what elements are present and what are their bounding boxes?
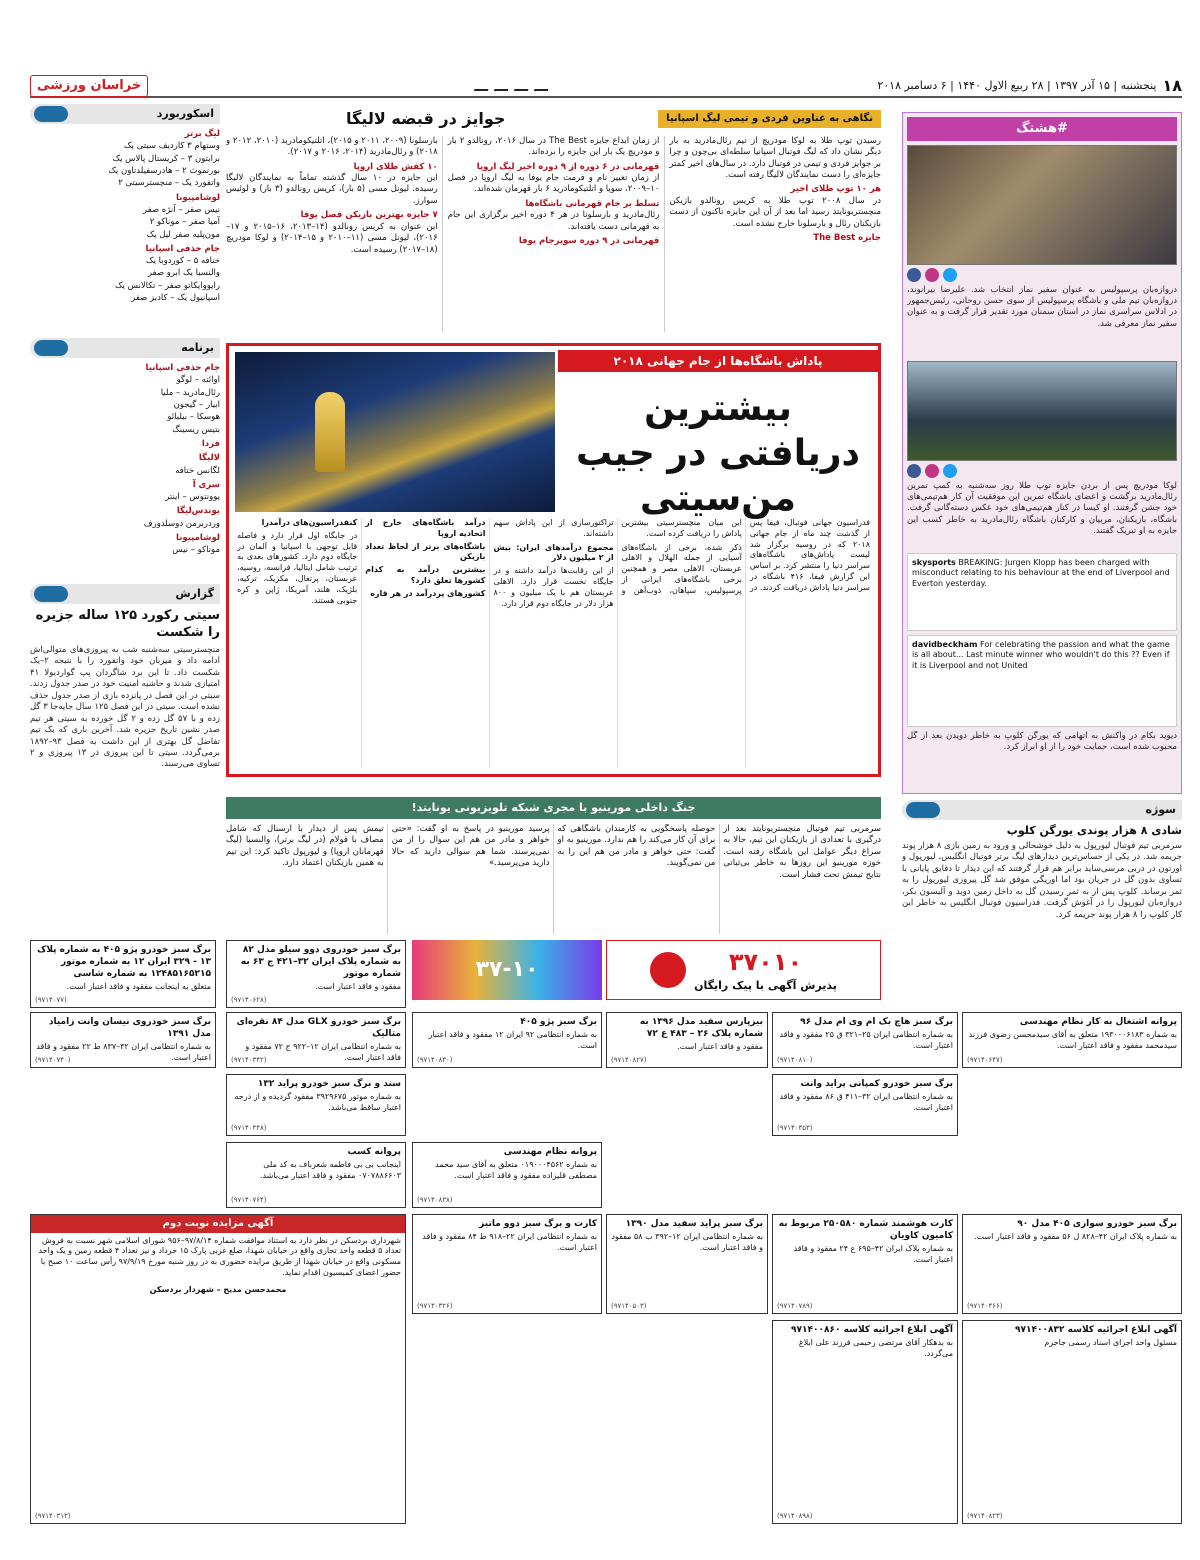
classified-ad: [226, 1012, 406, 1068]
tv-col-3: پرسید مورینیو در پاسخ به او گفت: «حتی خواهر و مادر من هم این سوال را از من نمی‌پرسند. شما هم سوالی دارید که حالا دارید می‌پرسید.»: [391, 824, 550, 869]
insta-text: For celebrating the passion and what the game is all about... Last minute winner who wouldn't do this ?? Even if it is Liverpool and not United: [912, 639, 1170, 671]
report-title: گزارش: [175, 586, 214, 600]
ad-code: (۹۷۱۴۰۷۷): [35, 995, 67, 1004]
phone-icon: [650, 952, 686, 988]
ad-text: به شماره انتظامی ایران ۱۲–۳۹۲ ب ۵۸ مفقود و فاقد اعتبار است.: [611, 1232, 763, 1252]
ad-heading: بیزپارس سفید مدل ۱۳۹۶ به شماره پلاک ۲۶ – ۴۸۳ ع ۷۲: [639, 1017, 763, 1040]
ad-text: به شماره ۰۱۹۰۰۰۴۵۶۲ متعلق به آقای سید محمد مصطفی قلیزاده مفقود و فاقد اعتبار است.: [435, 1160, 597, 1180]
fixture-line: بورنموث ۲ – هادرسفیلدتاون یک: [108, 165, 220, 176]
awards-section-text: این عنوان به کریس رونالدو (۱۴–۲۰۱۳، ۱۶–۲۰۱۵ و ۱۷–۲۰۱۶)، لیونل مسی (۱۱–۲۰۱۰ و ۱۵–۲۰۱۴) و لوکا مودریچ (۱۸–۲۰۱۷) رسیده است.: [226, 221, 438, 255]
ad-code: (۹۷۱۴۰۶۴۷): [967, 1055, 1003, 1064]
fixture-line: وردربرمن دوسلدورف: [143, 518, 220, 529]
program-header: [30, 338, 220, 358]
hashtag-box: [902, 112, 1182, 794]
classified-ad: [226, 1142, 406, 1208]
league-name: بوندس‌لیگا: [176, 506, 220, 517]
ad-code: (۹۷۱۴۰۷۸۹): [777, 1301, 813, 1310]
ad-text: به شماره انتظامی ایران ۱۲–۹۲۲ ج ۷۲ مفقود و فاقد اعتبار است.: [245, 1042, 401, 1063]
ad-text: به شماره انتظامی ایران ۳۲–۸۳۷ ط ۲۲ مفقود و فاقد اعتبار است.: [36, 1042, 211, 1063]
league-name: لوشامپیونا: [176, 192, 220, 203]
facebook-icon: [907, 268, 921, 282]
logo: خراسان ورزشی: [30, 75, 148, 97]
ad-code: (۹۷۱۴۰۷۴۰): [35, 1055, 71, 1064]
fixture-line: خنافه ۵ – کوردوبا یک: [145, 256, 220, 267]
ad-code: (۹۷۱۴۰۸۳۰): [417, 1055, 453, 1064]
fixture-line: برایتون ۳ – کریستال پالاس یک: [112, 153, 220, 164]
feature-body: [237, 518, 870, 768]
awards-badge: نگاهی به عناوین فردی و تیمی لیگ اسپانیا: [658, 110, 881, 128]
classified-ad: [962, 1320, 1182, 1524]
league-name: لالیگا: [198, 453, 220, 464]
fixture-line: مون‌پلیه صفر لیل یک: [146, 229, 220, 240]
fixture-line: ابیار – گیجون: [173, 399, 220, 410]
feature-h-continent: کشورهای پردرآمد در هر قاره: [370, 588, 486, 598]
page-info: [877, 75, 1182, 97]
ad-code: (۹۷۱۴۰۳۴۲): [231, 1055, 267, 1064]
ad-text: مسئول واحد اجرای اسناد رسمی جاجرم: [1044, 1338, 1177, 1348]
ad-text: به شماره پلاک ایران ۴۲–۶۹۵ ع ۲۴ مفقود و فاقد اعتبار است.: [793, 1244, 953, 1265]
awards-section-text: بارسلونا (۲۰۰۹، ۲۰۱۱ و ۲۰۱۵)، اتلتیکومادرید (۲۰۱۰، ۲۰۱۲ و ۲۰۱۸) و رئال‌مادرید (۲۰۱۴، ۲۰۱۶ و ۲۰۱۷).: [226, 135, 438, 158]
ad-heading: پروانه کسب: [347, 1147, 401, 1157]
classified-ad: [772, 1012, 958, 1068]
twitter-icon: [943, 464, 957, 478]
ad-text: به شماره انتظامی ۹۲ ایران ۱۲ مفقود و فاقد اعتبار است.: [428, 1030, 597, 1050]
ad-heading: پروانه نظام مهندسی: [503, 1147, 597, 1157]
league-name: سری آ: [192, 479, 220, 490]
feature-col-4: در جایگاه اول قرار دارد و فاصله قابل توجهی با اسپانیا و آلمان در جایگاه دوم دارد. کشورهای بعدی به ترتیب شامل ایتالیا، فرانسه، روسیه، عربستان، پرتغال، مکزیک، ترکیه، بلژیک، هلند، آمریکا، ژاپن و کره جنوبی هستند.: [237, 530, 358, 605]
ad-code: (۹۷۱۴۰۴۶۶): [967, 1301, 1003, 1310]
fixture-line: وستهام ۳ کاردیف سیتی یک: [124, 141, 220, 152]
awards-article: [226, 108, 881, 336]
hashtag-title: #هشتگ: [907, 117, 1177, 141]
classified-ad: [30, 940, 216, 1008]
tv-article-body: [226, 824, 881, 934]
fixture-line: هوسکا – بیلبائو: [167, 412, 220, 423]
awards-section-text: این جایزه در ۱۰ سال گذشته تماماً به نمایندگان لالیگا رسیده. لیونل مسی (۵ بار)، کریس رونالدو (۳ بار) و لوئیس سوارز.: [226, 173, 438, 206]
madrid-team-photo: [907, 361, 1177, 461]
ad-text: به شماره انتظامی ایران ۲۲–۹۱۸ ط ۸۴ مفقود و فاقد اعتبار است.: [422, 1232, 597, 1252]
awards-title: جوایز در قبضه لالیگا: [346, 109, 506, 128]
news-body: سرمربی تیم فوتبال لیورپول به دلیل خوشحالی و ورود به زمین بازی ۸ هزار پوند جریمه شد. در یکی از حساس‌ترین دیدارهای لیگ برتر فوتبال انگلیس، لیورپول و اورتون در دربی مرسی‌ساید برابر هم قرار گرفتند که این دیدار تا دقایق پایانی با تساوی بدون گل در جریان بود اما اوریگی موفق شد گل پیروزی لیورپول را به ثمر برساند. کلوپ پس از به ثمر رسیدن گل به داخل زمین دوید و آلیسون بکر، دروازه‌بان لیورپول را در آغوش گرفت. فدراسیون فوتبال انگلیس به خاطر این کار کلوپ را ۸ هزار پوند جریمه کرد.: [902, 840, 1182, 920]
awards-section-heading: قهرمانی در ۹ دوره سوپرجام یوفا: [518, 236, 660, 247]
report-header: [30, 584, 220, 604]
section-arrow-icon: [34, 106, 68, 122]
fixture-line: موناکو – نیس: [172, 545, 220, 556]
trophy-icon: [315, 392, 345, 472]
ad-code: (۹۷۱۴۰۳۱۳): [35, 1511, 71, 1520]
promo-number: ۳۷۰۱۰: [728, 948, 803, 977]
ad-text: به شماره موتور ۳۹۲۹۶۷۵ مفقود گردیده و از درجه اعتبار ساقط می‌باشد.: [234, 1092, 401, 1112]
section-arrow-icon: [34, 340, 68, 356]
report-headline: سیتی رکورد ۱۲۵ ساله جزیره را شکست: [35, 608, 220, 640]
news-header: [902, 800, 1182, 820]
feature-h-iran: مجموع درآمدهای ایران: بیش از ۲ میلیون دلار: [493, 542, 614, 563]
classified-ad: [226, 940, 406, 1008]
tv-article-bar: جنگ داخلی مورینیو با مجری شبکه تلویزیونی یونایتد!: [226, 797, 881, 819]
classified-ad: [772, 1320, 958, 1524]
scoreboard-list: [30, 128, 220, 338]
feature-h-top: بیشترین درآمد به کدام کشورها تعلق دارد؟: [365, 565, 486, 585]
news-column: [902, 800, 1182, 932]
feature-h-europe: کنفدراسیون‌های درآمدزا: [261, 518, 358, 527]
tv-col-1: سرمربی تیم فوتبال منچستریونایتد بعد از درگیری با تعدادی از بازیکنان این تیم، حالا به سراغ دیگر عوامل این باشگاه رفته است. خوزه مورینیو این روزها به خاطر بی‌ثباتی نتایج تیمش تحت فشار است.: [723, 824, 881, 880]
section-arrow-icon: [34, 586, 68, 602]
classified-ad: [606, 1214, 768, 1314]
facebook-icon: [907, 464, 921, 478]
league-name: لوشامپیونا: [176, 533, 220, 544]
ad-code: (۹۷۱۴۰۸۱۰): [777, 1055, 813, 1064]
feature-h-teams: باشگاه‌های برتر از لحاظ تعداد بازیکن: [365, 541, 486, 562]
promo-banner: ۳۷-۱۰: [412, 940, 602, 1000]
ad-code: (۹۷۱۴۰۸۲۳): [967, 1511, 1003, 1520]
awards-section-text: از زمان تغییر نام و فرمت جام یوفا به لیگ اروپا در فصل ۱۰–۲۰۰۹، سویا و اتلتیکومادرید ۶ بار قهرمان شده‌اند.: [447, 173, 660, 195]
feature-ribbon: پاداش باشگاه‌ها از جام جهانی ۲۰۱۸: [558, 350, 878, 372]
ad-heading: آگهی ابلاغ اجرائیه کلاسه ۹۷۱۴۰۰۸۶۰: [791, 1325, 953, 1335]
beiranvand-photo: [907, 145, 1177, 265]
classified-ad: [606, 1012, 768, 1068]
ad-text: به شماره ۱۹۳۰۰۰۶۱۸۳ متعلق به آقای سیدمحسن رضوی فرزند سیدمحمد مفقود و فاقد اعتبار است.: [968, 1030, 1177, 1050]
ad-heading: برگ سبز خودرو پژو ۴۰۵ به شماره پلاک ۱۳ - ۳۲۹ ایران ۱۲ به شماره موتور ۱۲۴۸۵۱۶۵۲۱۵ به شماره شاسی: [37, 945, 211, 980]
ad-heading: برگ سبز خودروی نیسان وانت زامیاد مدل ۱۳۹۱: [48, 1017, 211, 1040]
ad-code: (۹۷۱۴۰۳۲۶): [417, 1301, 453, 1310]
ad-heading: برگ سبز خودرو GLX مدل ۸۴ نقره‌ای متالیک: [236, 1017, 401, 1040]
ad-code: (۹۷۱۴۰۸۹۸): [777, 1511, 813, 1520]
ad-text: شهرداری بردسکن در نظر دارد به استناد موافقت شماره ۹۷/۸/۱۴–۹۵۶ شورای اسلامی شهر نسبت به فروش تعداد ۵ قطعه واحد تجاری واقع در خیابان شهدا، ضلع غربی پارک ۱۵ خرداد و نیز تعداد ۴ قطعه زمین و یک واحد مسکونی واقع در خیابان شهدا از طریق مزایده حضوری به در روز شنبه مورخ ۹۷/۹/۱۹ رأس ساعت ۱۰ صبح با حضور اعضای کمیسیون اقدام نماید.: [38, 1235, 401, 1277]
ad-code: (۹۷۱۴۰۸۳۸): [417, 1195, 453, 1204]
league-name: جام حذفی اسپانیا: [145, 363, 220, 373]
ad-code: (۹۷۱۴۰۷۶۴): [231, 1195, 267, 1204]
ad-text: متعلق به اینجانب مفقود و فاقد اعتبار است.: [66, 982, 211, 992]
fixture-line: والنسیا یک ابرو صفر: [147, 268, 220, 279]
hashtag-caption-2: لوکا مودریچ پس از بردن جایزه توپ طلا روز سه‌شنبه به کمپ تمرین رئال‌مادرید برگشت و اعضای باشگاه تمرین این موفقیت آن کار هم‌تیمی‌های خود جشن گرفتند. او کیسا در کنار هم‌تیمی‌های خود عکس دسته‌گانی گرفت. باشگاه، بازیکنان، مربیان و کارکنان باشگاه رئال‌مادرید به خاطر کسب این جایزه به او تبریک گفتند.: [907, 480, 1177, 537]
ad-text: اینجانب بی بی فاطمه شعرباف به کد ملی ۰۷۰۷۸۸۶۶۰۳ مفقود و فاقد اعتبار می‌باشد.: [259, 1160, 401, 1180]
sports-pictogram-icon: [468, 79, 558, 93]
awards-section-heading: ۱۰ کفش طلای اروپا: [353, 161, 438, 172]
promo-text: پذیرش آگهی با پیک رایگان: [694, 978, 837, 992]
awards-section-text: در سال ۲۰۰۸ توپ طلا به کریس رونالدو بازیکن منچستریونایتد رسید اما بعد از آن این جایزه تاکنون از دست بازیکنان رئال و بارسلونا خارج نشده است.: [669, 195, 881, 229]
ad-heading: آگهی ابلاغ اجرائیه کلاسه ۹۷۱۴۰۰۸۳۲: [1015, 1325, 1177, 1335]
classified-ad: [772, 1074, 958, 1136]
instagram-icon: [925, 268, 939, 282]
left-sidebar: [30, 104, 220, 932]
fixture-line: یوونتوس – اینتر: [165, 492, 220, 503]
ad-heading: کارت و برگ سبز دوو ماتیز: [479, 1219, 597, 1229]
program-title: برنامه: [181, 340, 214, 354]
feature-headline: بیشترین دریافتی در جیب من‌سیتی: [576, 388, 860, 519]
social-icons: [907, 265, 1177, 285]
fixture-line: واتفورد یک – منچسترسیتی ۲: [118, 178, 220, 189]
twitter-icon: [943, 268, 957, 282]
hashtag-caption-3: دیوید بکام در واکنش به اتهامی که یورگن کلوپ به خاطر دویدن بعد از گل محبوب شده است، حمایت خود را از او ابراز کرد.: [907, 730, 1177, 753]
tweet-author: skysports: [912, 557, 956, 567]
hashtag-column: [902, 112, 1182, 794]
classified-ad: [412, 1012, 602, 1068]
feature-h-clubs: درآمد باشگاه‌های خارج از اتحادیه اروپا: [365, 518, 486, 538]
ad-heading: برگ سبز پژو ۴۰۵: [520, 1017, 597, 1027]
league-name: لیگ برتر: [184, 129, 220, 139]
league-name: جام حذفی اسپانیا: [145, 243, 220, 254]
scoreboard-title: اسکوربورد: [156, 106, 214, 120]
classified-ad: [30, 1012, 216, 1068]
awards-section-heading: قهرمانی در ۶ دوره از ۹ دوره اخیر لیگ اروپا: [476, 161, 660, 172]
classified-ad: [226, 1074, 406, 1136]
ad-text: مفقود و فاقد اعتبار است.: [315, 982, 401, 992]
fixture-line: رایووایکانو صفر – تکالانس یک: [114, 280, 220, 291]
program-list: [30, 362, 220, 584]
section-arrow-icon: [906, 802, 940, 818]
tv-col-2: حوصله پاسخگویی به کارمندان باشگاهی که برای آن کار می‌کند را هم ندارد. مورینیو به او گفت: حتی خواهر و مادر من هم این را به من نمی‌گویند.: [557, 824, 716, 869]
awards-columns: [226, 136, 881, 332]
ad-code: (۹۷۱۴۰۸۲۷): [611, 1055, 647, 1064]
ad-text: به شماره انتظامی ایران ۲۵–۳۲۱ ق ۲۵ مفقود و فاقد اعتبار است.: [779, 1030, 953, 1050]
fixture-line: نیس صفر – آنژه صفر: [142, 204, 220, 215]
tv-col-4: تیمش پس از دیدار با آرسنال که شامل مصاف با فولام (در لیگ برتر)، والنسیا (لیگ قهرمانان اروپا) و لیورپول تاکید کرد: این تیم به همین بازیکنان اعتماد دارد.: [226, 824, 384, 869]
ad-heading: کارت هوشمند شماره ۲۵۰۵۸۰ مربوط به کامیون کاویان: [778, 1219, 953, 1242]
awards-section-text: از زمان ابداع جایزه The Best در سال ۲۰۱۶، رونالدو ۲ بار و مودریچ یک بار این جایزه را برده‌اند.: [447, 135, 660, 158]
insta-author: davidbeckham: [912, 639, 978, 649]
ad-text: به شماره پلاک ایران ۴۲–۸۲۸ ل ۵۶ مفقود و فاقد اعتبار است.: [973, 1232, 1177, 1242]
awards-section-heading: هر ۱۰ توپ طلای اخیر: [790, 184, 881, 195]
news-headline: شادی ۸ هزار پوندی یورگن کلوپ: [1006, 824, 1182, 837]
promo-box: [606, 940, 881, 1000]
hashtag-caption-1: دروازه‌بان پرسپولیس به عنوان سفیر نماز انتخاب شد. علیرضا بیرانوند، دروازه‌بان تیم ملی و باشگاه پرسپولیس از سوی حسن روحانی، رئیس‌جمهور در ادلاس سراسری نماز در استان سمنان مورد تقدیر قرار گرفت و به عنوان سفیر نماز معرفی شد.: [907, 284, 1177, 329]
instagram-card: [907, 635, 1177, 727]
ad-text: به شماره انتظامی ایران ۳۲–۴۱۱ ق ۸۶ مفقود و فاقد اعتبار است.: [779, 1092, 953, 1112]
classified-ad: [962, 1012, 1182, 1068]
awards-section-text: رئال‌مادرید و بارسلونا در هر ۴ دوره اخیر برگزاری این جام به قهرمانی دست یافته‌اند.: [447, 210, 660, 232]
fixture-line: اسپانیول یک – کادیز صفر: [131, 293, 220, 304]
awards-intro: رسیدن توپ طلا به لوکا مودریچ از تیم رئال‌مادرید به بار دیگر نشان داد که لیگ فوتبال اسپانیا سلطه‌ای بی‌چون و چرا بر جوایز فردی و تیمی در فوتبال دارد. در سال‌های اخیر کمتر جایزه‌ای را دست نمایندگان لالیگا رفته است.: [669, 135, 881, 180]
page-number: ۱۸: [1162, 76, 1182, 96]
fixture-line: آمیا صفر – موناکو ۲: [149, 217, 220, 228]
ad-heading: برگ سبز خودرو سواری ۴۰۵ مدل ۹۰: [1017, 1219, 1177, 1229]
ad-code: (۹۷۱۴۰۶۲۸): [231, 995, 267, 1004]
social-icons-2: [907, 461, 1177, 481]
fixture-line: لگانس ختافه: [175, 465, 220, 476]
feature-col-3: از این رقابت‌ها درآمد داشته و در جایگاه نخست قرار دارد. الاهلی عربستان هم با یک میلیون و ۸۰۰ هزار دلار در جایگاه دوم قرار دارد.: [493, 566, 614, 608]
classified-ad: [412, 1142, 602, 1208]
classified-ad: [962, 1214, 1182, 1314]
tweet-card: [907, 553, 1177, 631]
ad-heading: آگهی مزایده نوبت دوم: [31, 1215, 405, 1233]
awards-section-heading: تسلط بر جام قهرمانی باشگاه‌ها: [525, 198, 660, 209]
ad-signature: محمدحسن مدیح – شهردار بردسکن: [149, 1284, 287, 1294]
ad-heading: برگ سبز خودرو کمپانی پراید وانت: [800, 1079, 953, 1089]
feature-col-1: فدراسیون جهانی فوتبال، فیفا پس از گذشت چند ماه از جام جهانی ۲۰۱۸ که در روسیه برگزار شد لیست پاداش‌های باشگاه‌های سراسر دنیا را منتشر کرد. بر اساس این گزارش فیفا، ۴۱۶ باشگاه در سراسر دنیا پاداش دریافت کردند. در این میان منچسترسیتی بیشترین پاداش را دریافت کرده است.: [621, 518, 870, 592]
ad-text: مفقود و فاقد اعتبار است.: [677, 1042, 763, 1052]
ad-code: (۹۷۱۴۰۳۵۳): [777, 1123, 813, 1132]
classified-ad: [30, 1214, 406, 1524]
ad-heading: سند و برگ سبز خودرو پراید ۱۳۲: [257, 1079, 401, 1089]
classified-ad: [772, 1214, 958, 1314]
fixture-line: اوائته – لوگو: [176, 375, 220, 386]
masthead: [30, 76, 1182, 98]
awards-section-heading: ۷ جایزه بهترین بازیکن فصل یوفا: [300, 210, 438, 221]
world-cup-trophy-photo: [235, 352, 555, 512]
classified-ad: [412, 1214, 602, 1314]
tweet-text: BREAKING: Jurgen Klopp has been charged with misconduct relating to his behaviour at the end of Liverpool and Everton yesterday.: [912, 557, 1170, 589]
scoreboard-header: [30, 104, 220, 124]
ad-heading: پروانه اشتغال به کار نظام مهندسی: [1019, 1017, 1177, 1027]
ad-heading: برگ سبز پراید سفید مدل ۱۳۹۰: [625, 1219, 763, 1229]
awards-section-heading: جایزه The Best: [813, 233, 881, 244]
fixture-line: بتیس ریسینگ: [172, 424, 220, 435]
fixture-line: رئال‌مادرید – ملیا: [160, 387, 220, 398]
feature-box: [226, 343, 881, 777]
date-line: پنجشنبه | ۱۵ آذر ۱۳۹۷ | ۲۸ ربیع الاول ۱۴۴۰ | ۶ دسامبر ۲۰۱۸: [877, 78, 1157, 92]
ad-heading: برگ سبز خودروی دوو سیلو مدل ۸۲ به شماره پلاک ایران ۳۲–۴۲۱ ج ۶۳ به شماره موتور: [240, 945, 401, 980]
feature-col-2: ذکر شده، برخی از باشگاه‌های آسیایی از جمله الهلال و الاهلی عربستان، الاهلی مصر و همچنین برخی باشگاه‌های ایرانی از پرسپولیس، سپاهان، ذوب‌آهن و تراکتورسازی از این پاداش سهم داشته‌اند.: [493, 518, 742, 595]
ad-heading: برگ سبز هاچ بک ام وی ام مدل ۹۶: [800, 1017, 953, 1027]
ad-code: (۹۷۱۴۰۵۰۳): [611, 1301, 647, 1310]
league-name: فردا: [201, 438, 220, 449]
ad-text: به بدهکار آقای مرتضی رحیمی فرزند علی ابلاغ می‌گردد.: [798, 1338, 953, 1358]
report-body: منچسترسیتی سه‌شنبه شب به پیروزی‌های متوالی‌اش ادامه داد و میزبان خود واتفورد را با نتیجه ۲–یک شکست داد. تا این برد شاگردان پپ گواردیولا ۴۱ امتیازی شدند و حاشیه امنیت خود در صدر جدول زدند. سیتی در این فصل در پانزده بازی از صدر جدول حذف نشده است. سیتی در این فصل ۱۲۵ سال جایه‌جا ۳ گل زده و با ۵۷ گل زده و ۲ گل خورده به سیتی هر تیم صدر نشین تاریخ جزیره شد. آخرین باری که یک تیم تفاضل گل بهتری از این داشت به فصل ۹۳–۱۸۹۲ برمی‌گردد. سیتی تا این پیروزی در ۱۳ پیروزی و ۲ تساوی می‌رسند.: [30, 644, 220, 770]
news-title: سوژه: [1145, 802, 1176, 816]
instagram-icon: [925, 464, 939, 478]
ad-code: (۹۷۱۴۰۴۴۸): [231, 1123, 267, 1132]
